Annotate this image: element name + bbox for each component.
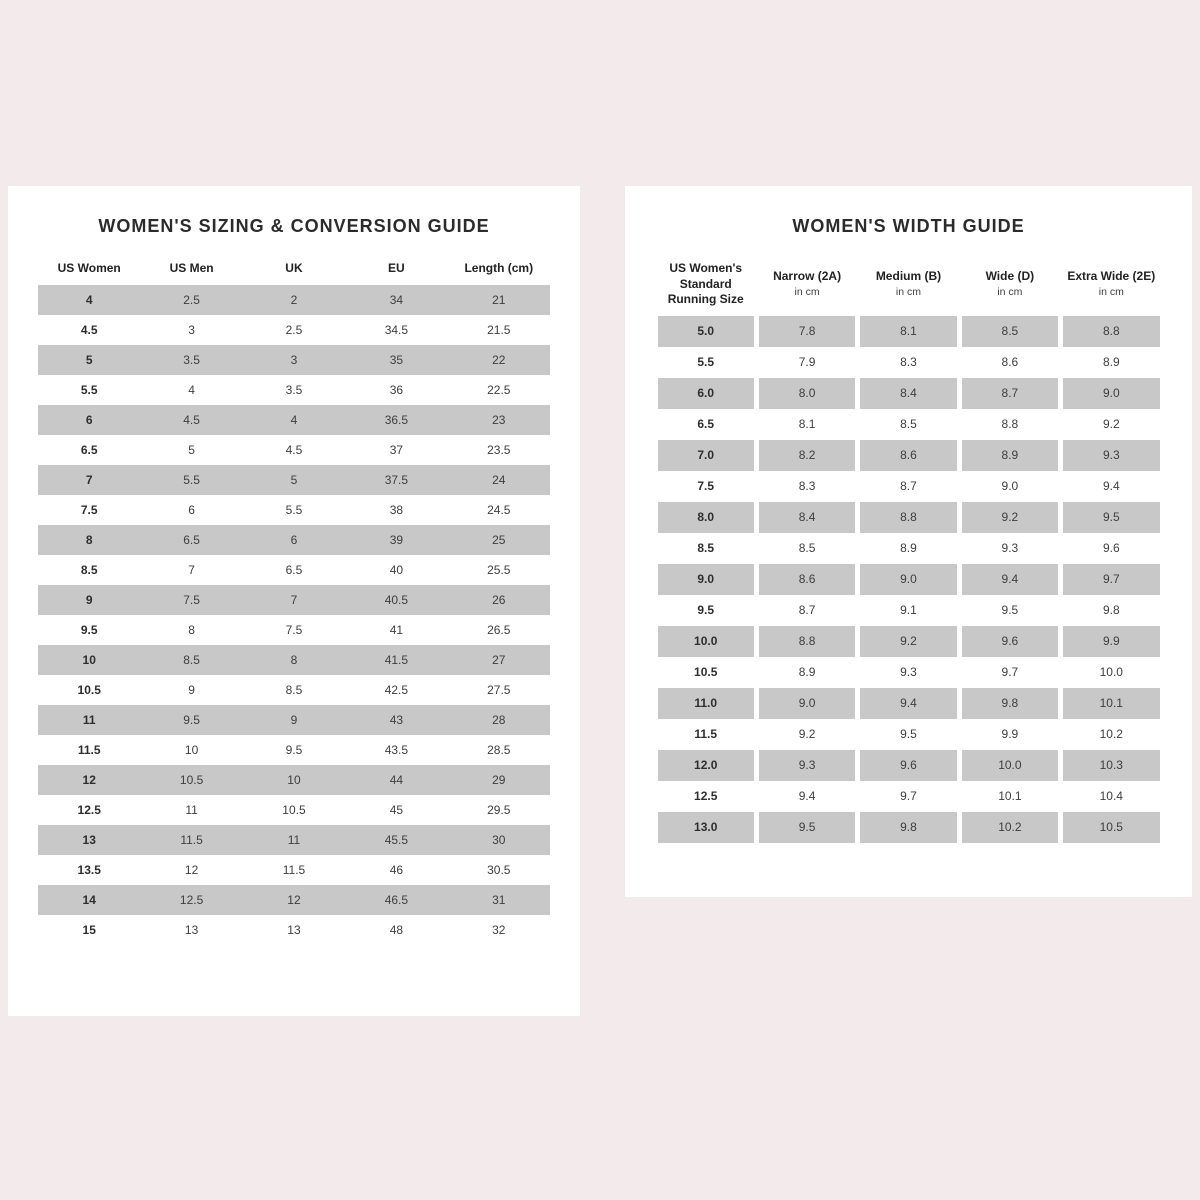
table-cell: 12 — [184, 862, 199, 877]
table-cell: 10 — [243, 765, 345, 795]
table-cell: 6.0 — [658, 378, 754, 409]
table-cell: 9.3 — [1063, 440, 1159, 471]
table-cell: 10.3 — [1063, 750, 1159, 781]
table-cell: 5.5 — [140, 465, 242, 495]
table-cell: 9.6 — [1102, 541, 1120, 556]
table-cell: 7.5 — [697, 479, 715, 494]
table-cell: 22 — [448, 345, 550, 375]
table-cell: 41.5 — [345, 645, 447, 675]
table-cell: 34 — [345, 285, 447, 315]
column-header-unit: in cm — [794, 285, 820, 298]
table-cell: 7.8 — [759, 316, 855, 347]
table-cell: 8.1 — [860, 316, 956, 347]
table-cell: 6 — [243, 525, 345, 555]
table-cell: 27.5 — [487, 682, 511, 697]
table-cell: 7.5 — [140, 585, 242, 615]
table-cell: 22.5 — [487, 382, 511, 397]
table-cell: 8.5 — [697, 541, 715, 556]
column-header — [243, 253, 345, 285]
table-cell: 4.5 — [80, 322, 98, 337]
table-cell: 37.5 — [345, 465, 447, 495]
table-cell: 13.5 — [77, 862, 101, 877]
table-cell: 12 — [243, 885, 345, 915]
table-cell: 11.5 — [77, 742, 101, 757]
table-cell: 7 — [243, 585, 345, 615]
sizing-conversion-guide-title: WOMEN'S SIZING & CONVERSION GUIDE — [98, 216, 490, 236]
column-header-label: US Men — [169, 261, 214, 275]
table-row — [658, 409, 1160, 440]
table-cell: 5.5 — [80, 382, 98, 397]
table-cell: 9.0 — [1001, 479, 1019, 494]
table-cell: 23.5 — [487, 442, 511, 457]
table-cell: 30 — [448, 825, 550, 855]
table-cell: 48 — [389, 922, 404, 937]
column-header-label: Wide (D) — [985, 269, 1035, 284]
column-header-label: Medium (B) — [875, 269, 942, 284]
table-cell: 9.7 — [900, 789, 917, 804]
table-cell: 10.0 — [962, 750, 1058, 781]
table-cell: 8.7 — [962, 378, 1058, 409]
table-cell: 8.9 — [962, 440, 1058, 471]
table-row — [38, 525, 550, 555]
column-header — [345, 253, 447, 285]
table-cell: 9.9 — [1001, 727, 1019, 742]
table-row — [658, 471, 1160, 502]
table-cell: 25 — [448, 525, 550, 555]
table-cell: 8.7 — [798, 603, 816, 618]
table-cell: 11.5 — [140, 825, 242, 855]
column-header — [448, 253, 550, 285]
table-cell: 9.8 — [962, 688, 1058, 719]
table-cell: 29 — [448, 765, 550, 795]
table-cell: 2.5 — [140, 285, 242, 315]
table-row — [38, 285, 550, 315]
table-cell: 6 — [38, 405, 140, 435]
table-cell: 8.5 — [798, 541, 816, 556]
table-row — [38, 735, 550, 765]
table-cell: 39 — [345, 525, 447, 555]
table-row — [38, 585, 550, 615]
column-header-label: UK — [285, 261, 303, 275]
table-cell: 5.5 — [697, 355, 715, 370]
table-cell: 13.0 — [658, 812, 754, 843]
table-cell: 7 — [188, 562, 195, 577]
table-cell: 9.2 — [962, 502, 1058, 533]
table-cell: 27 — [448, 645, 550, 675]
table-cell: 6.5 — [80, 442, 98, 457]
sizing-conversion-guide-panel — [8, 186, 580, 1016]
table-cell: 8.9 — [798, 665, 816, 680]
table-cell: 29.5 — [487, 802, 511, 817]
table-cell: 13 — [287, 922, 301, 937]
table-cell: 4 — [38, 285, 140, 315]
column-header-unit: in cm — [1098, 285, 1124, 298]
table-cell: 2 — [243, 285, 345, 315]
table-cell: 9.0 — [1063, 378, 1159, 409]
table-cell: 7.5 — [285, 622, 303, 637]
table-cell: 10.5 — [694, 665, 718, 680]
table-cell: 6 — [188, 502, 195, 517]
table-body — [658, 316, 1160, 843]
table-row — [38, 405, 550, 435]
table-cell: 8.8 — [1001, 417, 1019, 432]
table-cell: 8 — [243, 645, 345, 675]
table-cell: 31 — [448, 885, 550, 915]
table-cell: 10.1 — [998, 789, 1022, 804]
table-row — [38, 555, 550, 585]
table-cell: 4.5 — [285, 442, 303, 457]
table-cell: 11.5 — [282, 862, 306, 877]
table-row — [658, 316, 1160, 347]
table-cell: 9.7 — [1001, 665, 1019, 680]
table-cell: 10.5 — [1063, 812, 1159, 843]
table-row — [658, 347, 1160, 378]
table-cell: 8.4 — [759, 502, 855, 533]
table-cell: 8.5 — [962, 316, 1058, 347]
table-cell: 4 — [243, 405, 345, 435]
table-row — [38, 915, 550, 945]
table-cell: 9.8 — [1102, 603, 1120, 618]
table-row — [658, 595, 1160, 626]
table-cell: 9 — [38, 585, 140, 615]
table-cell: 46.5 — [345, 885, 447, 915]
table-cell: 9.5 — [900, 727, 917, 742]
table-cell: 9.2 — [1102, 417, 1120, 432]
table-cell: 32 — [492, 922, 506, 937]
table-row — [658, 688, 1160, 719]
width-guide-panel — [625, 186, 1192, 897]
table-cell: 36 — [389, 382, 404, 397]
table-cell: 30.5 — [487, 862, 511, 877]
table-cell: 9.2 — [860, 626, 956, 657]
table-cell: 10.2 — [962, 812, 1058, 843]
table-cell: 3 — [188, 322, 195, 337]
table-row — [658, 750, 1160, 781]
table-cell: 10.2 — [1099, 727, 1123, 742]
table-row — [38, 705, 550, 735]
table-row — [658, 564, 1160, 595]
column-header-label: Extra Wide (2E) — [1067, 269, 1156, 284]
table-cell: 9.5 — [697, 603, 715, 618]
table-row — [38, 495, 550, 525]
table-cell: 9.3 — [900, 665, 917, 680]
column-header-label: Length (cm) — [464, 261, 534, 275]
column-header — [658, 253, 754, 316]
table-row — [658, 719, 1160, 750]
table-cell: 38 — [389, 502, 404, 517]
table-cell: 9.6 — [962, 626, 1058, 657]
table-cell: 13 — [38, 825, 140, 855]
table-cell: 9.5 — [140, 705, 242, 735]
table-cell: 8.8 — [860, 502, 956, 533]
table-cell: 10.4 — [1099, 789, 1123, 804]
table-row — [38, 345, 550, 375]
table-row — [658, 502, 1160, 533]
column-header — [860, 253, 956, 316]
table-row — [38, 465, 550, 495]
table-cell: 12.5 — [77, 802, 101, 817]
table-row — [38, 855, 550, 885]
table-cell: 7.5 — [80, 502, 98, 517]
table-cell: 8.0 — [658, 502, 754, 533]
table-cell: 9 — [243, 705, 345, 735]
table-cell: 46 — [389, 862, 404, 877]
table-cell: 2.5 — [285, 322, 303, 337]
table-cell: 9.9 — [1063, 626, 1159, 657]
table-cell: 21 — [448, 285, 550, 315]
table-cell: 9.4 — [798, 789, 816, 804]
column-header-label: US Women — [57, 261, 121, 275]
table-cell: 26.5 — [487, 622, 511, 637]
table-cell: 9.3 — [759, 750, 855, 781]
table-cell: 11 — [243, 825, 345, 855]
table-header — [658, 253, 1160, 316]
table-row — [38, 375, 550, 405]
table-body — [38, 285, 550, 945]
table-cell: 3.5 — [140, 345, 242, 375]
table-cell: 10.1 — [1063, 688, 1159, 719]
table-cell: 28.5 — [487, 742, 511, 757]
column-header — [38, 253, 140, 285]
column-header-unit: in cm — [895, 285, 922, 298]
table-cell: 12.0 — [658, 750, 754, 781]
column-header-label: Narrow (2A) — [773, 269, 842, 284]
table-cell: 40 — [389, 562, 404, 577]
table-row — [38, 765, 550, 795]
table-cell: 8.3 — [900, 355, 917, 370]
table-cell: 9.3 — [1001, 541, 1019, 556]
table-cell: 13 — [184, 922, 199, 937]
table-cell: 5.0 — [658, 316, 754, 347]
table-cell: 10.5 — [282, 802, 306, 817]
table-row — [658, 812, 1160, 843]
table-cell: 5.5 — [285, 502, 303, 517]
table-cell: 9.2 — [798, 727, 816, 742]
table-cell: 35 — [345, 345, 447, 375]
table-cell: 8.2 — [759, 440, 855, 471]
table-row — [38, 435, 550, 465]
table-cell: 8.6 — [1001, 355, 1019, 370]
table-cell: 21.5 — [487, 322, 511, 337]
table-cell: 11.5 — [694, 727, 718, 742]
column-header — [759, 253, 855, 316]
table-row — [658, 533, 1160, 564]
table-cell: 34.5 — [384, 322, 409, 337]
column-header-label: EU — [388, 261, 405, 275]
column-header — [140, 253, 242, 285]
table-cell: 10 — [38, 645, 140, 675]
table-row — [658, 440, 1160, 471]
table-cell: 12.5 — [694, 789, 718, 804]
table-cell: 24.5 — [487, 502, 511, 517]
table-cell: 11 — [38, 705, 140, 735]
table-row — [658, 657, 1160, 688]
table-cell: 9.0 — [759, 688, 855, 719]
table-cell: 8.7 — [900, 479, 917, 494]
table-cell: 4 — [188, 382, 195, 397]
table-row — [658, 781, 1160, 812]
table-row — [38, 795, 550, 825]
table-cell: 45 — [389, 802, 404, 817]
column-header-unit: in cm — [997, 285, 1023, 298]
table-cell: 9.1 — [900, 603, 917, 618]
table-cell: 8.5 — [80, 562, 98, 577]
table-cell: 8.5 — [140, 645, 242, 675]
table-cell: 8.8 — [1063, 316, 1159, 347]
table-cell: 9 — [188, 682, 195, 697]
table-cell: 37 — [389, 442, 404, 457]
table-cell: 45.5 — [345, 825, 447, 855]
column-header — [962, 253, 1058, 316]
table-cell: 8 — [188, 622, 195, 637]
width-guide-table — [653, 253, 1165, 843]
table-cell: 6.5 — [285, 562, 303, 577]
table-cell: 8.8 — [759, 626, 855, 657]
column-header-label: US Women's Standard Running Size — [667, 261, 744, 307]
table-cell: 24 — [448, 465, 550, 495]
width-guide-title: WOMEN'S WIDTH GUIDE — [792, 216, 1025, 236]
table-cell: 25.5 — [487, 562, 511, 577]
table-cell: 10.0 — [1099, 665, 1123, 680]
table-cell: 6.5 — [140, 525, 242, 555]
table-cell: 8.5 — [900, 417, 917, 432]
table-cell: 8.9 — [900, 541, 917, 556]
table-cell: 44 — [345, 765, 447, 795]
table-cell: 8.9 — [1102, 355, 1120, 370]
sizing-conversion-table — [38, 253, 550, 945]
table-cell: 3.5 — [285, 382, 303, 397]
table-cell: 36.5 — [345, 405, 447, 435]
column-header — [1063, 253, 1159, 316]
table-row — [38, 825, 550, 855]
table-row — [38, 315, 550, 345]
table-cell: 9.5 — [1001, 603, 1019, 618]
table-cell: 10 — [184, 742, 199, 757]
table-cell: 9.0 — [860, 564, 956, 595]
table-cell: 9.4 — [1102, 479, 1120, 494]
table-cell: 26 — [448, 585, 550, 615]
table-cell: 9.5 — [285, 742, 303, 757]
table-cell: 11 — [185, 802, 198, 817]
table-cell: 3 — [243, 345, 345, 375]
table-cell: 9.8 — [860, 812, 956, 843]
table-cell: 8.6 — [860, 440, 956, 471]
table-cell: 23 — [448, 405, 550, 435]
table-cell: 8.0 — [759, 378, 855, 409]
table-cell: 12 — [38, 765, 140, 795]
table-row — [38, 615, 550, 645]
table-cell: 43 — [345, 705, 447, 735]
table-cell: 5 — [188, 442, 195, 457]
table-cell: 28 — [448, 705, 550, 735]
table-cell: 9.0 — [658, 564, 754, 595]
table-cell: 7.9 — [798, 355, 816, 370]
table-row — [38, 645, 550, 675]
table-cell: 43.5 — [384, 742, 409, 757]
table-row — [658, 626, 1160, 657]
table-cell: 9.6 — [860, 750, 956, 781]
table-cell: 9.5 — [80, 622, 98, 637]
table-cell: 41 — [389, 622, 404, 637]
table-cell: 8.4 — [860, 378, 956, 409]
table-cell: 5 — [243, 465, 345, 495]
table-cell: 42.5 — [384, 682, 409, 697]
table-cell: 15 — [82, 922, 96, 937]
table-cell: 8.6 — [759, 564, 855, 595]
table-cell: 5 — [38, 345, 140, 375]
table-header — [38, 253, 550, 285]
table-cell: 14 — [38, 885, 140, 915]
table-row — [38, 675, 550, 705]
table-cell: 7.0 — [658, 440, 754, 471]
table-cell: 9.5 — [1063, 502, 1159, 533]
table-cell: 10.5 — [140, 765, 242, 795]
table-row — [658, 378, 1160, 409]
table-row — [38, 885, 550, 915]
table-cell: 11.0 — [658, 688, 754, 719]
table-cell: 7 — [38, 465, 140, 495]
table-cell: 9.5 — [759, 812, 855, 843]
table-cell: 8 — [38, 525, 140, 555]
table-cell: 40.5 — [345, 585, 447, 615]
table-cell: 9.4 — [962, 564, 1058, 595]
table-cell: 6.5 — [697, 417, 715, 432]
table-cell: 9.7 — [1063, 564, 1159, 595]
table-cell: 8.1 — [798, 417, 816, 432]
table-cell: 9.4 — [860, 688, 956, 719]
table-cell: 8.5 — [285, 682, 303, 697]
table-cell: 10.0 — [658, 626, 754, 657]
table-cell: 4.5 — [140, 405, 242, 435]
table-cell: 10.5 — [77, 682, 101, 697]
table-cell: 12.5 — [140, 885, 242, 915]
table-cell: 8.3 — [798, 479, 816, 494]
